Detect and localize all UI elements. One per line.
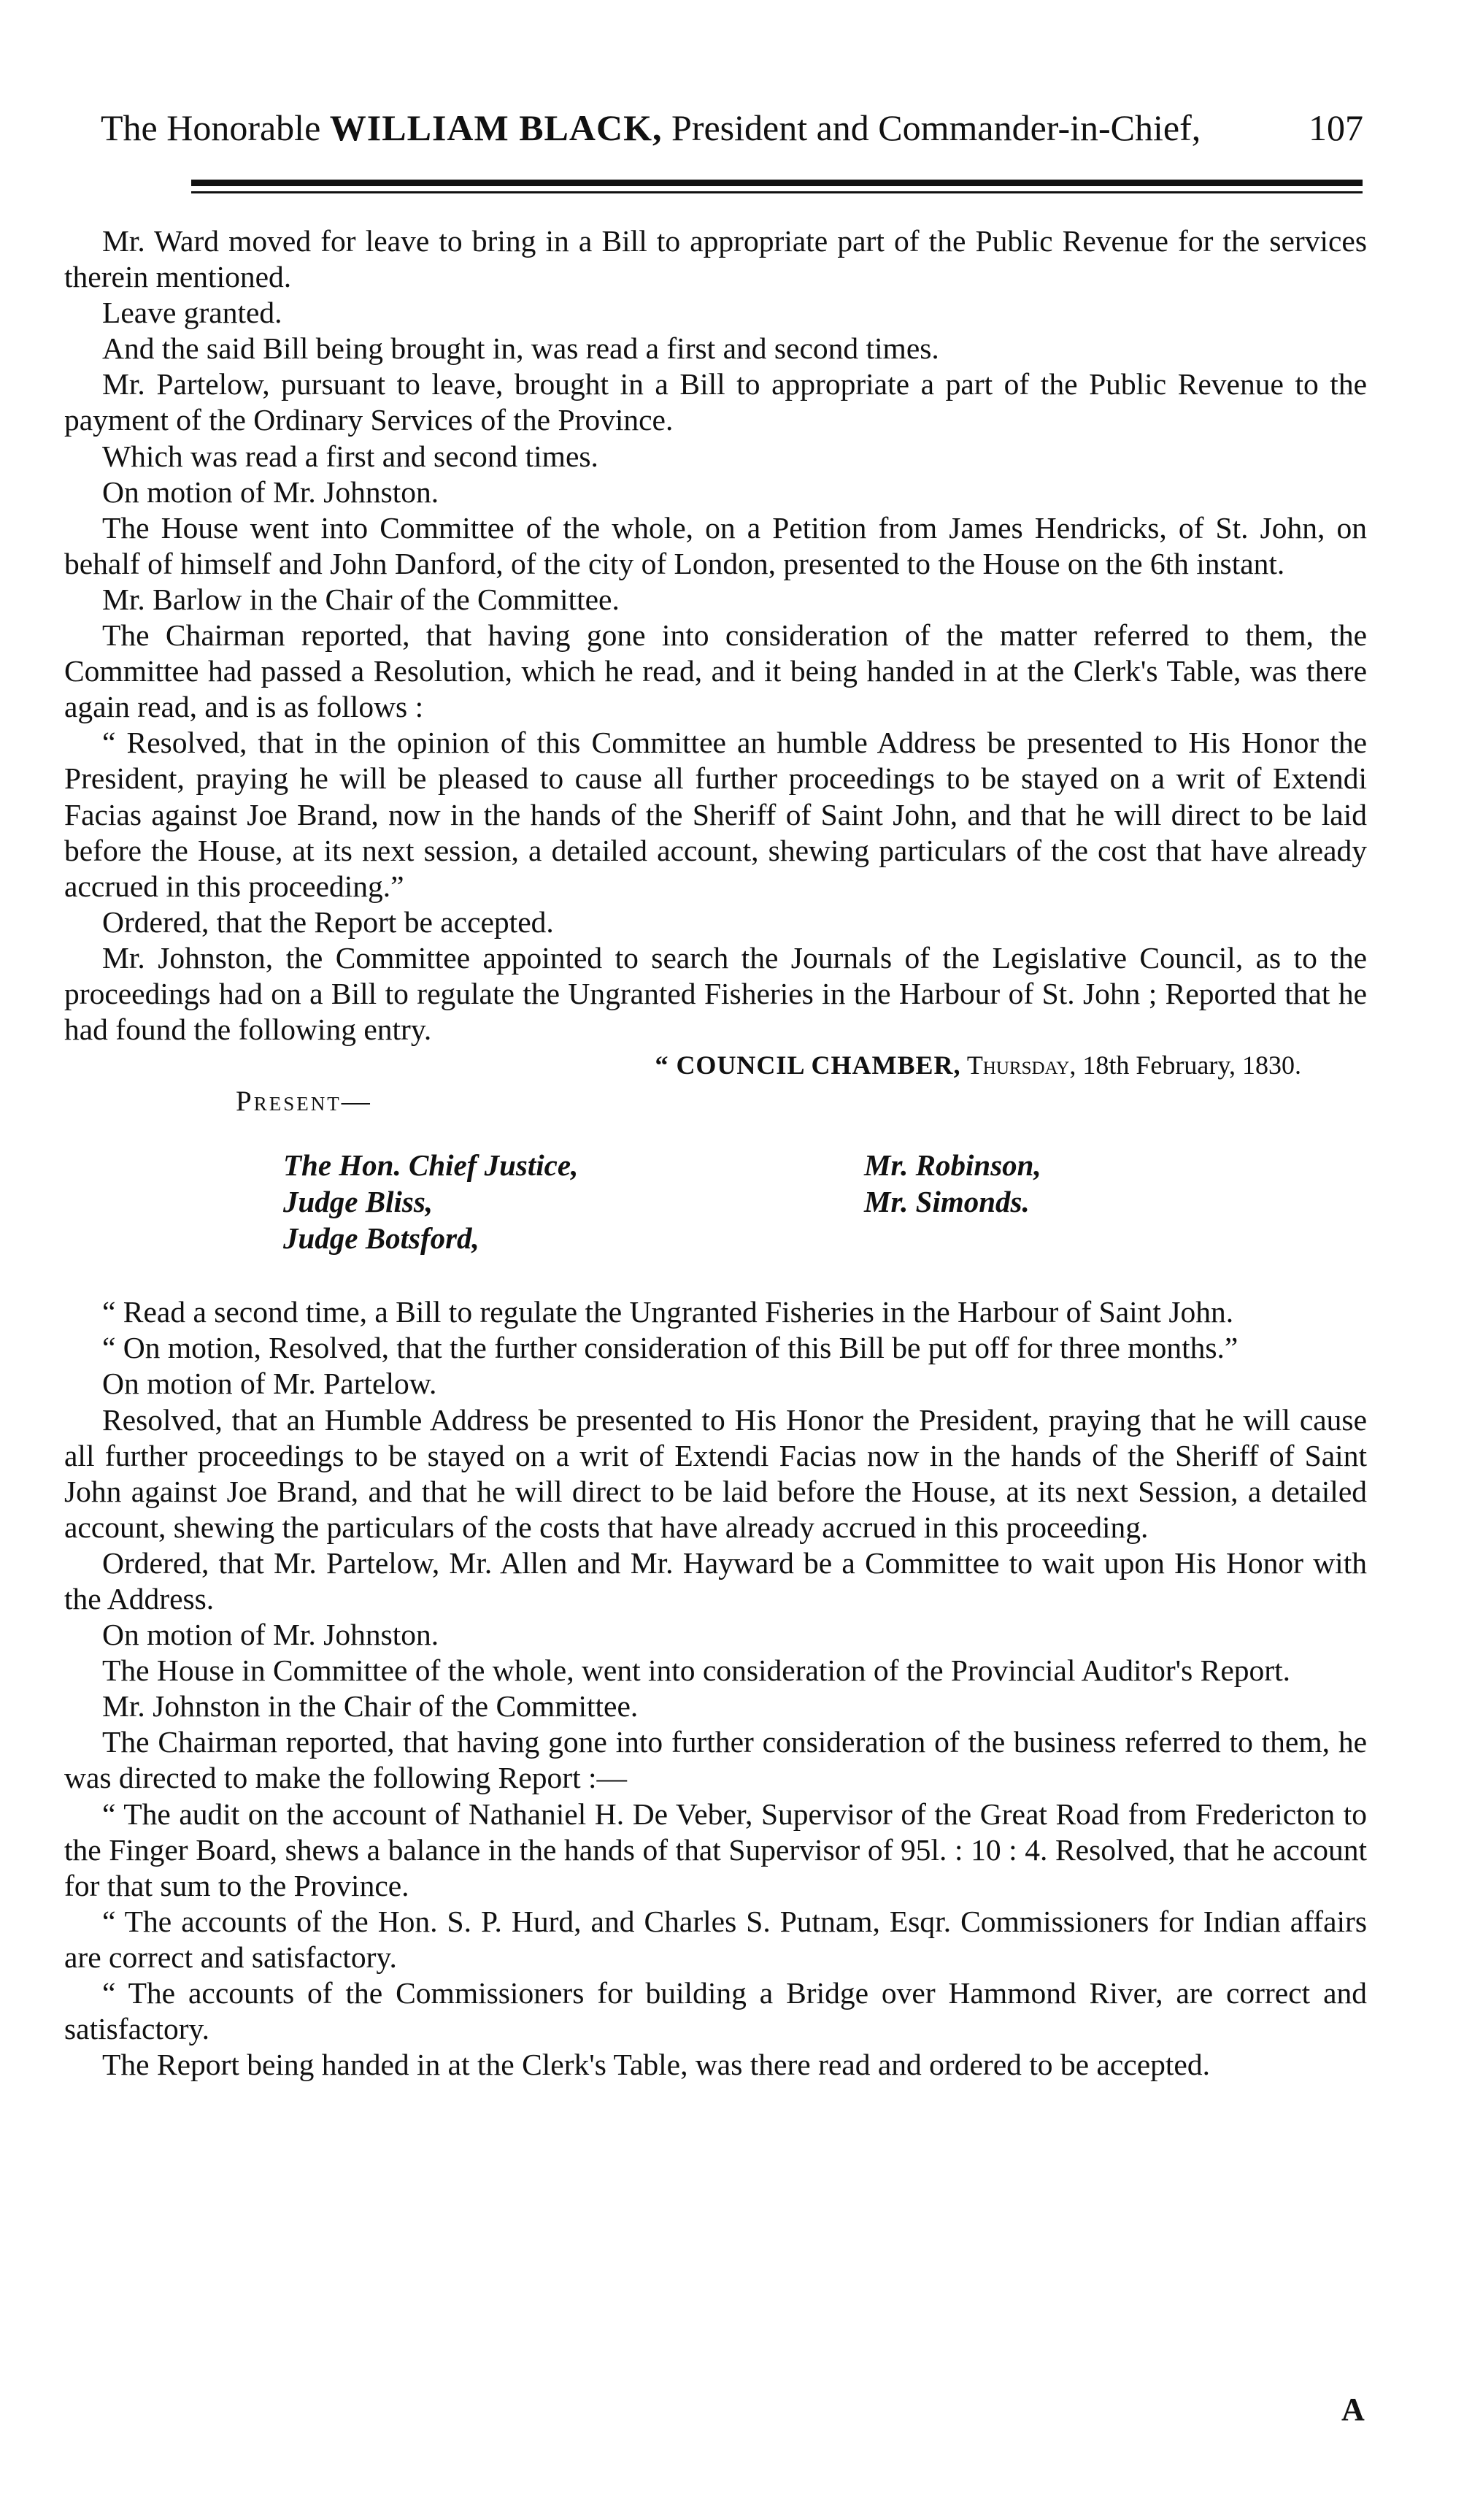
paragraph: Ordered, that Mr. Partelow, Mr. Allen and Mr. Hayward be a Committee to wait upon His Honor with the Address. <box>64 1545 1367 1616</box>
member-name: Mr. Simonds. <box>864 1185 1030 1219</box>
paragraph: On motion of Mr. Johnston. <box>102 475 439 509</box>
paragraph: On motion of Mr. Johnston. <box>102 1618 439 1652</box>
members-present <box>64 1147 1367 1264</box>
paragraph: Mr. Johnston in the Chair of the Committee. <box>102 1689 639 1724</box>
quoted-paragraph: “ The audit on the account of Nathaniel H. De Veber, Supervisor of the Great Road from Fredericton to the Finger Board, shews a balance in the hands of that Supervisor of 95l. : 10 : 4. Resolved, that he account for that sum to the Province. <box>64 1797 1367 1902</box>
page-number: 107 <box>1309 107 1363 148</box>
running-header <box>101 102 1363 153</box>
paragraph: On motion of Mr. Partelow. <box>102 1367 437 1401</box>
quoted-paragraph: “ The accounts of the Commissioners for building a Bridge over Hammond River, are correct and satisfactory. <box>64 1976 1367 2046</box>
member-name: Judge Botsford, <box>283 1221 479 1256</box>
header-name: WILLIAM BLACK, <box>329 107 663 148</box>
quoted-paragraph: “ Read a second time, a Bill to regulate the Ungranted Fisheries in the Harbour of Saint John. <box>102 1295 1234 1329</box>
paragraph: The Report being handed in at the Clerk's Table, was there read and ordered to be accepted. <box>102 2048 1210 2082</box>
paragraph: And the said Bill being brought in, was read a first and second times. <box>102 331 939 366</box>
header-rule-thick <box>191 180 1363 186</box>
paragraph: The Chairman reported, that having gone into consideration of the matter referred to them, the Committee had passed a Resolution, which he read, and it being handed in at the Clerk's Table, was there again read, and is as follows : <box>64 618 1367 724</box>
paragraph: Mr. Barlow in the Chair of the Committee. <box>102 582 620 616</box>
members-right-column <box>864 1147 1041 1220</box>
quoted-paragraph: “ The accounts of the Hon. S. P. Hurd, and Charles S. Putnam, Esqr. Commissioners for Indian affairs are correct and satisfactory. <box>64 1904 1367 1974</box>
present-label: Present— <box>236 1086 372 1118</box>
members-left-column <box>283 1147 578 1256</box>
paragraph: Mr. Ward moved for leave to bring in a Bill to appropriate part of the Public Revenue for the services therein mentioned. <box>64 224 1367 294</box>
paragraph: The Chairman reported, that having gone into further consideration of the business referred to them, he was directed to make the following Report :— <box>64 1725 1367 1795</box>
paragraph: Mr. Johnston, the Committee appointed to search the Journals of the Legislative Council, as to the proceedings had on a Bill to regulate the Ungranted Fisheries in the Harbour of St. John ; Reported that he had found the following entry. <box>64 940 1367 1047</box>
member-name: Mr. Robinson, <box>864 1148 1041 1183</box>
paragraph: The House in Committee of the whole, went into consideration of the Provincial Auditor's Report. <box>102 1653 1290 1688</box>
header-rule-thin <box>191 191 1363 193</box>
signature-mark: A <box>1341 2392 1365 2427</box>
header-title: The Honorable WILLIAM BLACK, President and Commander-in-Chief, <box>101 107 1201 148</box>
paragraph: Ordered, that the Report be accepted. <box>102 904 554 939</box>
paragraph: Mr. Partelow, pursuant to leave, brought in a Bill to appropriate a part of the Public Revenue to the payment of the Ordinary Services of the Province. <box>64 367 1367 437</box>
quoted-paragraph: “ On motion, Resolved, that the further consideration of this Bill be put off for three months.” <box>102 1331 1238 1365</box>
journal-body <box>64 223 1367 2083</box>
member-name: Judge Bliss, <box>283 1185 434 1219</box>
paragraph: Resolved, that an Humble Address be presented to His Honor the President, praying that he will cause all further proceedings to be stayed on a writ of Extendi Facias now in the hands of the Sheriff of Saint John against Joe Brand, and that he will direct to be laid before the House, at its next Session, a detailed account, shewing the particulars of the costs that have already accrued in this proceeding. <box>64 1402 1367 1544</box>
quoted-resolution: “ Resolved, that in the opinion of this Committee an humble Address be presented to His Honor the President, praying he will be pleased to cause all further proceedings to be stayed on a writ of Extendi Facias against Joe Brand, now in the hands of the Sheriff of Saint John, and that he will direct to be laid before the House, at its next session, a detailed account, shewing particulars of the cost that have already accrued in this proceeding.” <box>64 726 1367 903</box>
council-dateline: “ COUNCIL CHAMBER, Thursday, 18th February, 1830. <box>655 1050 1301 1080</box>
paragraph: Which was read a first and second times. <box>102 439 598 473</box>
paragraph: Leave granted. <box>102 296 282 330</box>
paragraph: The House went into Committee of the whole, on a Petition from James Hendricks, of St. John, on behalf of himself and John Danford, of the city of London, presented to the House on the 6th instant. <box>64 510 1367 580</box>
member-name: The Hon. Chief Justice, <box>283 1148 579 1183</box>
